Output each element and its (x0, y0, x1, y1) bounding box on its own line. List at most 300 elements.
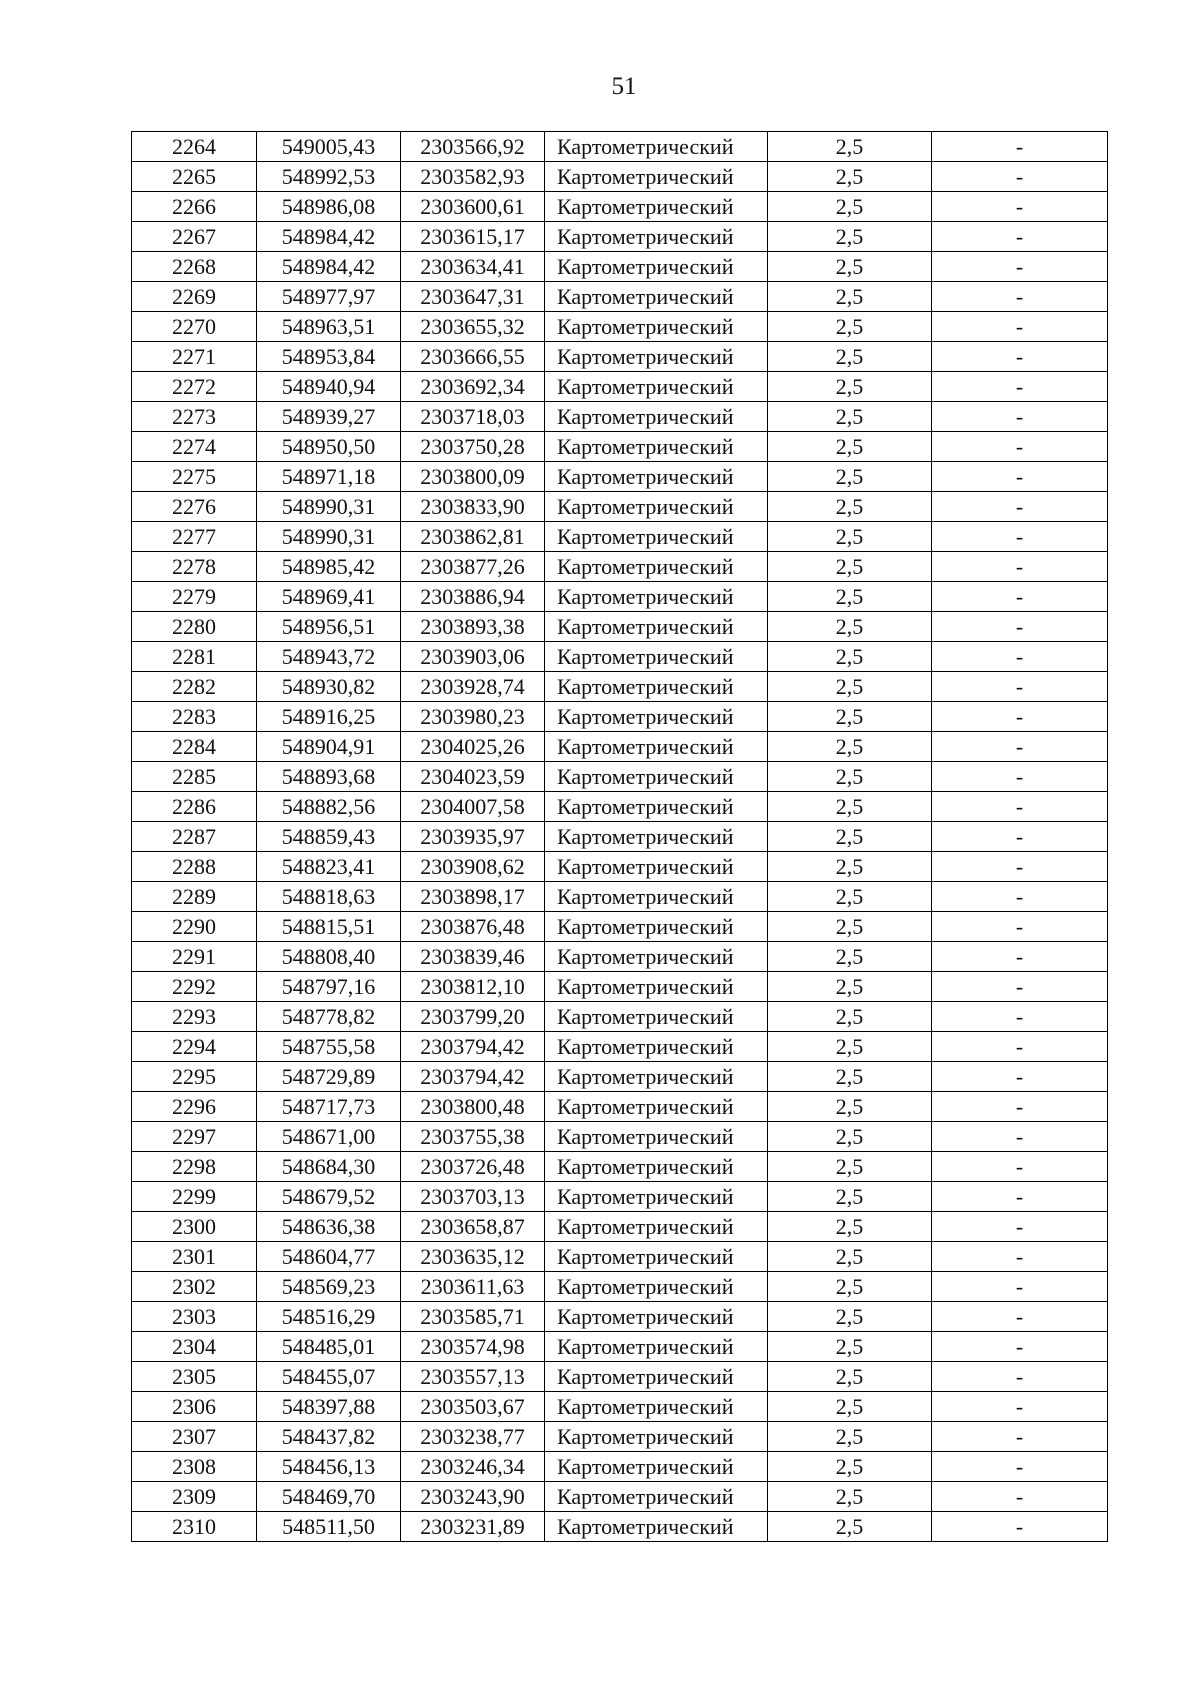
note-cell: - (932, 762, 1108, 792)
point-number-cell: 2267 (132, 222, 257, 252)
coordinate-x-cell: 548455,07 (257, 1362, 401, 1392)
note-cell: - (932, 1482, 1108, 1512)
table-row (132, 372, 1108, 402)
note-cell: - (932, 432, 1108, 462)
coordinate-x-cell: 548569,23 (257, 1272, 401, 1302)
method-cell: Картометрический (545, 1302, 768, 1332)
table-row (132, 312, 1108, 342)
point-number-cell: 2278 (132, 552, 257, 582)
method-cell: Картометрический (545, 762, 768, 792)
table-row (132, 552, 1108, 582)
coordinate-y-cell: 2303238,77 (401, 1422, 545, 1452)
table-row (132, 702, 1108, 732)
table-row (132, 1482, 1108, 1512)
method-cell: Картометрический (545, 972, 768, 1002)
method-cell: Картометрический (545, 582, 768, 612)
method-cell: Картометрический (545, 942, 768, 972)
accuracy-cell: 2,5 (768, 612, 932, 642)
method-cell: Картометрический (545, 162, 768, 192)
table-row (132, 1422, 1108, 1452)
coordinate-y-cell: 2303877,26 (401, 552, 545, 582)
method-cell: Картометрический (545, 522, 768, 552)
point-number-cell: 2292 (132, 972, 257, 1002)
accuracy-cell: 2,5 (768, 1182, 932, 1212)
note-cell: - (932, 222, 1108, 252)
table-row (132, 1392, 1108, 1422)
point-number-cell: 2281 (132, 642, 257, 672)
accuracy-cell: 2,5 (768, 372, 932, 402)
accuracy-cell: 2,5 (768, 1272, 932, 1302)
table-row (132, 1362, 1108, 1392)
point-number-cell: 2273 (132, 402, 257, 432)
accuracy-cell: 2,5 (768, 192, 932, 222)
accuracy-cell: 2,5 (768, 462, 932, 492)
note-cell: - (932, 1362, 1108, 1392)
accuracy-cell: 2,5 (768, 312, 932, 342)
method-cell: Картометрический (545, 1122, 768, 1152)
coordinate-y-cell: 2303726,48 (401, 1152, 545, 1182)
accuracy-cell: 2,5 (768, 162, 932, 192)
coordinate-y-cell: 2303246,34 (401, 1452, 545, 1482)
table-row (132, 1242, 1108, 1272)
table-row (132, 582, 1108, 612)
table-row (132, 402, 1108, 432)
method-cell: Картометрический (545, 1002, 768, 1032)
coordinate-y-cell: 2303718,03 (401, 402, 545, 432)
method-cell: Картометрический (545, 882, 768, 912)
point-number-cell: 2283 (132, 702, 257, 732)
point-number-cell: 2287 (132, 822, 257, 852)
note-cell: - (932, 252, 1108, 282)
coordinate-y-cell: 2303647,31 (401, 282, 545, 312)
table-row (132, 1002, 1108, 1032)
coordinate-y-cell: 2303703,13 (401, 1182, 545, 1212)
accuracy-cell: 2,5 (768, 882, 932, 912)
accuracy-cell: 2,5 (768, 432, 932, 462)
table-row (132, 672, 1108, 702)
coordinate-y-cell: 2303574,98 (401, 1332, 545, 1362)
coordinate-y-cell: 2303585,71 (401, 1302, 545, 1332)
accuracy-cell: 2,5 (768, 642, 932, 672)
point-number-cell: 2310 (132, 1512, 257, 1542)
coordinate-x-cell: 548717,73 (257, 1092, 401, 1122)
point-number-cell: 2308 (132, 1452, 257, 1482)
coordinate-x-cell: 548485,01 (257, 1332, 401, 1362)
table-row (132, 1512, 1108, 1542)
table-row (132, 972, 1108, 1002)
coordinate-y-cell: 2303658,87 (401, 1212, 545, 1242)
table-row (132, 1302, 1108, 1332)
coordinate-y-cell: 2303980,23 (401, 702, 545, 732)
accuracy-cell: 2,5 (768, 822, 932, 852)
note-cell: - (932, 702, 1108, 732)
coordinate-x-cell: 548456,13 (257, 1452, 401, 1482)
coordinate-y-cell: 2303615,17 (401, 222, 545, 252)
coordinate-y-cell: 2303503,67 (401, 1392, 545, 1422)
method-cell: Картометрический (545, 432, 768, 462)
method-cell: Картометрический (545, 342, 768, 372)
accuracy-cell: 2,5 (768, 402, 932, 432)
coordinate-x-cell: 548969,41 (257, 582, 401, 612)
coordinate-x-cell: 548679,52 (257, 1182, 401, 1212)
accuracy-cell: 2,5 (768, 1122, 932, 1152)
method-cell: Картометрический (545, 252, 768, 282)
method-cell: Картометрический (545, 1272, 768, 1302)
table-row (132, 612, 1108, 642)
note-cell: - (932, 1422, 1108, 1452)
coordinate-y-cell: 2303655,32 (401, 312, 545, 342)
accuracy-cell: 2,5 (768, 552, 932, 582)
coordinate-y-cell: 2303243,90 (401, 1482, 545, 1512)
point-number-cell: 2297 (132, 1122, 257, 1152)
accuracy-cell: 2,5 (768, 1392, 932, 1422)
table-row (132, 1062, 1108, 1092)
method-cell: Картометрический (545, 492, 768, 522)
coordinate-x-cell: 548511,50 (257, 1512, 401, 1542)
point-number-cell: 2276 (132, 492, 257, 522)
note-cell: - (932, 1092, 1108, 1122)
table-row (132, 462, 1108, 492)
coordinate-x-cell: 549005,43 (257, 132, 401, 162)
point-number-cell: 2270 (132, 312, 257, 342)
note-cell: - (932, 462, 1108, 492)
note-cell: - (932, 192, 1108, 222)
coordinate-y-cell: 2303582,93 (401, 162, 545, 192)
method-cell: Картометрический (545, 1452, 768, 1482)
note-cell: - (932, 882, 1108, 912)
coordinate-y-cell: 2303566,92 (401, 132, 545, 162)
accuracy-cell: 2,5 (768, 912, 932, 942)
table-row (132, 732, 1108, 762)
note-cell: - (932, 1302, 1108, 1332)
note-cell: - (932, 1332, 1108, 1362)
coordinate-y-cell: 2303611,63 (401, 1272, 545, 1302)
coordinate-y-cell: 2304023,59 (401, 762, 545, 792)
method-cell: Картометрический (545, 1482, 768, 1512)
page-number: 51 (611, 73, 637, 100)
method-cell: Картометрический (545, 822, 768, 852)
note-cell: - (932, 822, 1108, 852)
point-number-cell: 2303 (132, 1302, 257, 1332)
coordinate-x-cell: 548671,00 (257, 1122, 401, 1152)
point-number-cell: 2268 (132, 252, 257, 282)
note-cell: - (932, 642, 1108, 672)
coordinate-x-cell: 548977,97 (257, 282, 401, 312)
coordinate-y-cell: 2303862,81 (401, 522, 545, 552)
coordinate-x-cell: 548778,82 (257, 1002, 401, 1032)
point-number-cell: 2300 (132, 1212, 257, 1242)
table-row (132, 1452, 1108, 1482)
coordinate-y-cell: 2304007,58 (401, 792, 545, 822)
method-cell: Картометрический (545, 852, 768, 882)
table-row (132, 162, 1108, 192)
note-cell: - (932, 372, 1108, 402)
note-cell: - (932, 552, 1108, 582)
note-cell: - (932, 612, 1108, 642)
note-cell: - (932, 1512, 1108, 1542)
accuracy-cell: 2,5 (768, 1152, 932, 1182)
table-row (132, 1122, 1108, 1152)
accuracy-cell: 2,5 (768, 972, 932, 1002)
coordinate-y-cell: 2303666,55 (401, 342, 545, 372)
coordinate-y-cell: 2303692,34 (401, 372, 545, 402)
method-cell: Картометрический (545, 792, 768, 822)
coordinate-x-cell: 548397,88 (257, 1392, 401, 1422)
point-number-cell: 2309 (132, 1482, 257, 1512)
note-cell: - (932, 582, 1108, 612)
point-number-cell: 2285 (132, 762, 257, 792)
point-number-cell: 2277 (132, 522, 257, 552)
note-cell: - (932, 312, 1108, 342)
coordinate-x-cell: 548815,51 (257, 912, 401, 942)
method-cell: Картометрический (545, 192, 768, 222)
note-cell: - (932, 1062, 1108, 1092)
method-cell: Картометрический (545, 702, 768, 732)
coordinate-x-cell: 548930,82 (257, 672, 401, 702)
method-cell: Картометрический (545, 1512, 768, 1542)
coordinate-x-cell: 548604,77 (257, 1242, 401, 1272)
coordinate-x-cell: 548516,29 (257, 1302, 401, 1332)
accuracy-cell: 2,5 (768, 1092, 932, 1122)
accuracy-cell: 2,5 (768, 1482, 932, 1512)
coordinate-x-cell: 548729,89 (257, 1062, 401, 1092)
table-row (132, 942, 1108, 972)
coordinate-x-cell: 548986,08 (257, 192, 401, 222)
coordinate-x-cell: 548823,41 (257, 852, 401, 882)
coordinate-y-cell: 2303839,46 (401, 942, 545, 972)
method-cell: Картометрический (545, 282, 768, 312)
note-cell: - (932, 792, 1108, 822)
accuracy-cell: 2,5 (768, 132, 932, 162)
coordinate-x-cell: 548859,43 (257, 822, 401, 852)
coordinate-x-cell: 548984,42 (257, 222, 401, 252)
note-cell: - (932, 492, 1108, 522)
accuracy-cell: 2,5 (768, 1452, 932, 1482)
note-cell: - (932, 282, 1108, 312)
accuracy-cell: 2,5 (768, 1302, 932, 1332)
coordinate-x-cell: 548916,25 (257, 702, 401, 732)
table-row (132, 792, 1108, 822)
table-row (132, 222, 1108, 252)
point-number-cell: 2279 (132, 582, 257, 612)
method-cell: Картометрический (545, 1362, 768, 1392)
coordinate-y-cell: 2303833,90 (401, 492, 545, 522)
point-number-cell: 2288 (132, 852, 257, 882)
coordinate-x-cell: 548984,42 (257, 252, 401, 282)
coordinate-x-cell: 548971,18 (257, 462, 401, 492)
table-row (132, 252, 1108, 282)
coordinate-y-cell: 2303634,41 (401, 252, 545, 282)
coordinate-x-cell: 548808,40 (257, 942, 401, 972)
coordinate-y-cell: 2303557,13 (401, 1362, 545, 1392)
point-number-cell: 2304 (132, 1332, 257, 1362)
method-cell: Картометрический (545, 912, 768, 942)
accuracy-cell: 2,5 (768, 252, 932, 282)
method-cell: Картометрический (545, 402, 768, 432)
method-cell: Картометрический (545, 372, 768, 402)
point-number-cell: 2284 (132, 732, 257, 762)
point-number-cell: 2294 (132, 1032, 257, 1062)
coordinate-y-cell: 2303794,42 (401, 1032, 545, 1062)
point-number-cell: 2264 (132, 132, 257, 162)
method-cell: Картометрический (545, 642, 768, 672)
coordinate-x-cell: 548992,53 (257, 162, 401, 192)
coordinate-x-cell: 548956,51 (257, 612, 401, 642)
accuracy-cell: 2,5 (768, 942, 932, 972)
table-row (132, 1332, 1108, 1362)
accuracy-cell: 2,5 (768, 1512, 932, 1542)
note-cell: - (932, 1272, 1108, 1302)
note-cell: - (932, 1152, 1108, 1182)
note-cell: - (932, 1182, 1108, 1212)
table-row (132, 132, 1108, 162)
accuracy-cell: 2,5 (768, 1062, 932, 1092)
table-row (132, 912, 1108, 942)
accuracy-cell: 2,5 (768, 1242, 932, 1272)
point-number-cell: 2301 (132, 1242, 257, 1272)
accuracy-cell: 2,5 (768, 1032, 932, 1062)
method-cell: Картометрический (545, 732, 768, 762)
coordinate-x-cell: 548755,58 (257, 1032, 401, 1062)
table-row (132, 522, 1108, 552)
coordinates-table-body (132, 132, 1108, 1542)
coordinate-y-cell: 2303799,20 (401, 1002, 545, 1032)
table-row (132, 1272, 1108, 1302)
coordinate-x-cell: 548818,63 (257, 882, 401, 912)
coordinate-y-cell: 2303800,48 (401, 1092, 545, 1122)
table-row (132, 642, 1108, 672)
accuracy-cell: 2,5 (768, 852, 932, 882)
method-cell: Картометрический (545, 552, 768, 582)
note-cell: - (932, 852, 1108, 882)
method-cell: Картометрический (545, 1032, 768, 1062)
point-number-cell: 2266 (132, 192, 257, 222)
accuracy-cell: 2,5 (768, 1422, 932, 1452)
table-row (132, 1182, 1108, 1212)
point-number-cell: 2265 (132, 162, 257, 192)
note-cell: - (932, 1452, 1108, 1482)
coordinate-y-cell: 2303886,94 (401, 582, 545, 612)
point-number-cell: 2286 (132, 792, 257, 822)
accuracy-cell: 2,5 (768, 732, 932, 762)
method-cell: Картометрический (545, 1422, 768, 1452)
accuracy-cell: 2,5 (768, 1362, 932, 1392)
coordinate-x-cell: 548893,68 (257, 762, 401, 792)
coordinate-y-cell: 2303812,10 (401, 972, 545, 1002)
coordinate-x-cell: 548437,82 (257, 1422, 401, 1452)
point-number-cell: 2274 (132, 432, 257, 462)
point-number-cell: 2293 (132, 1002, 257, 1032)
note-cell: - (932, 402, 1108, 432)
note-cell: - (932, 1392, 1108, 1422)
method-cell: Картометрический (545, 132, 768, 162)
note-cell: - (932, 672, 1108, 702)
coordinate-x-cell: 548684,30 (257, 1152, 401, 1182)
note-cell: - (932, 942, 1108, 972)
table-row (132, 192, 1108, 222)
accuracy-cell: 2,5 (768, 672, 932, 702)
coordinate-x-cell: 548882,56 (257, 792, 401, 822)
accuracy-cell: 2,5 (768, 492, 932, 522)
table-row (132, 762, 1108, 792)
coordinate-x-cell: 548953,84 (257, 342, 401, 372)
note-cell: - (932, 912, 1108, 942)
coordinate-y-cell: 2303908,62 (401, 852, 545, 882)
accuracy-cell: 2,5 (768, 792, 932, 822)
coordinate-x-cell: 548636,38 (257, 1212, 401, 1242)
note-cell: - (932, 1032, 1108, 1062)
accuracy-cell: 2,5 (768, 1002, 932, 1032)
method-cell: Картометрический (545, 612, 768, 642)
point-number-cell: 2295 (132, 1062, 257, 1092)
table-row (132, 1092, 1108, 1122)
coordinate-x-cell: 548950,50 (257, 432, 401, 462)
coordinate-y-cell: 2303928,74 (401, 672, 545, 702)
coordinate-y-cell: 2303935,97 (401, 822, 545, 852)
coordinate-x-cell: 548797,16 (257, 972, 401, 1002)
table-row (132, 1152, 1108, 1182)
method-cell: Картометрический (545, 1242, 768, 1272)
note-cell: - (932, 732, 1108, 762)
coordinate-y-cell: 2303800,09 (401, 462, 545, 492)
point-number-cell: 2305 (132, 1362, 257, 1392)
coordinate-y-cell: 2303600,61 (401, 192, 545, 222)
point-number-cell: 2296 (132, 1092, 257, 1122)
note-cell: - (932, 342, 1108, 372)
note-cell: - (932, 972, 1108, 1002)
coordinate-y-cell: 2303893,38 (401, 612, 545, 642)
accuracy-cell: 2,5 (768, 522, 932, 552)
accuracy-cell: 2,5 (768, 702, 932, 732)
accuracy-cell: 2,5 (768, 1332, 932, 1362)
coordinate-x-cell: 548985,42 (257, 552, 401, 582)
coordinate-x-cell: 548940,94 (257, 372, 401, 402)
coordinate-x-cell: 548963,51 (257, 312, 401, 342)
method-cell: Картометрический (545, 1092, 768, 1122)
point-number-cell: 2298 (132, 1152, 257, 1182)
method-cell: Картометрический (545, 222, 768, 252)
point-number-cell: 2299 (132, 1182, 257, 1212)
method-cell: Картометрический (545, 312, 768, 342)
note-cell: - (932, 522, 1108, 552)
accuracy-cell: 2,5 (768, 1212, 932, 1242)
table-row (132, 852, 1108, 882)
table-row (132, 282, 1108, 312)
point-number-cell: 2275 (132, 462, 257, 492)
note-cell: - (932, 1242, 1108, 1272)
accuracy-cell: 2,5 (768, 282, 932, 312)
method-cell: Картометрический (545, 1182, 768, 1212)
note-cell: - (932, 1122, 1108, 1152)
method-cell: Картометрический (545, 1062, 768, 1092)
table-row (132, 342, 1108, 372)
method-cell: Картометрический (545, 1152, 768, 1182)
point-number-cell: 2302 (132, 1272, 257, 1302)
point-number-cell: 2290 (132, 912, 257, 942)
coordinate-y-cell: 2303755,38 (401, 1122, 545, 1152)
accuracy-cell: 2,5 (768, 222, 932, 252)
note-cell: - (932, 1212, 1108, 1242)
method-cell: Картометрический (545, 462, 768, 492)
note-cell: - (932, 1002, 1108, 1032)
coordinate-x-cell: 548469,70 (257, 1482, 401, 1512)
point-number-cell: 2282 (132, 672, 257, 702)
coordinate-y-cell: 2304025,26 (401, 732, 545, 762)
coordinate-x-cell: 548990,31 (257, 522, 401, 552)
point-number-cell: 2306 (132, 1392, 257, 1422)
note-cell: - (932, 132, 1108, 162)
point-number-cell: 2289 (132, 882, 257, 912)
